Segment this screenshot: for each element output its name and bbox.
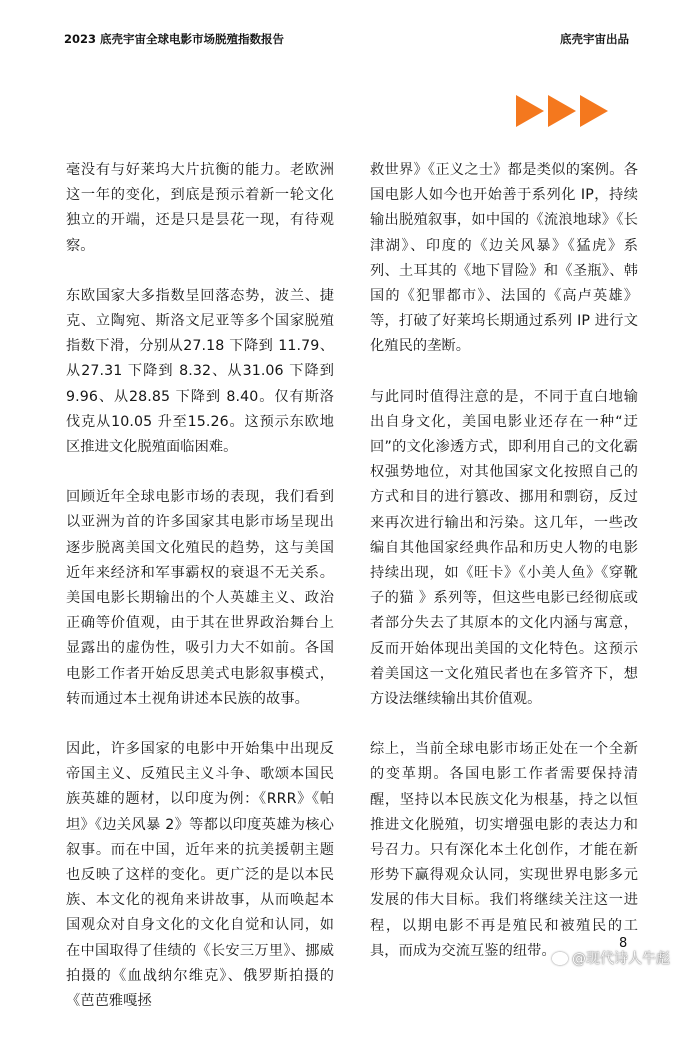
report-title: 2023 底壳宇宙全球电影市场脱殖指数报告 [64, 32, 285, 46]
paragraph: 毫没有与好莱坞大片抗衡的能力。老欧洲这一年的变化，到底是预示着新一轮文化独立的开端，还是只是昙花一现，有待观察。 [66, 162, 334, 254]
page-number: 8 [619, 936, 628, 951]
decorative-arrows [516, 95, 608, 127]
paragraph: 综上，当前全球电影市场正处在一个全新的变革期。各国电影工作者需要保持清醒，坚持以本民族文化为根基，持之以恒推进文化脱殖，切实增强电影的表达力和号召力。只有深化本土化创作，才能在新形势下赢得观众认同，实现世界电影多元发展的伟大目标。我们将继续关注这一进程，以期电影不再是殖民和被殖民的工具，而成为交流互鉴的纽带。 [370, 741, 638, 959]
left-column [66, 158, 334, 1039]
play-arrow-icon [580, 95, 608, 127]
paragraph: 救世界》《正义之士》都是类似的案例。各国电影人如今也开始善于系列化 IP，持续输出脱殖叙事，如中国的《流浪地球》《长津湖》、印度的《边关风暴》《猛虎》系列、土耳其的《地下冒险》和《圣瓶》、韩国的《犯罪都市》、法国的《高卢英雄》等，打破了好莱坞长期通过系列 IP 进行文化殖民的垄断。 [370, 162, 638, 355]
watermark-text: @现代诗人牛彪 [572, 951, 670, 967]
right-column [370, 158, 638, 989]
play-arrow-icon [548, 95, 576, 127]
page-header [0, 0, 690, 60]
weibo-watermark [552, 948, 670, 968]
play-arrow-icon [516, 95, 544, 127]
paragraph: 与此同时值得注意的是，不同于直白地输出自身文化，美国电影业还存在一种“迂回”的文化渗透方式，即利用自己的文化霸权强势地位，对其他国家文化按照自己的方式和目的进行篡改、挪用和剽窃，反过来再次进行输出和污染。这几年，一些改编自其他国家经典作品和历史人物的电影持续出现，如《旺卡》《小美人鱼》《穿靴子的猫 》系列等，但这些电影已经彻底或者部分失去了其原本的文化内涵与寓意，反而开始体现出美国的文化特色。这预示着美国这一文化殖民者也在多管齐下，想方设法继续输出其价值观。 [370, 388, 638, 708]
weibo-icon [552, 952, 568, 965]
paragraph: 东欧国家大多指数呈回落态势，波兰、捷克、立陶宛、斯洛文尼亚等多个国家脱殖指数下滑，分别从27.18 下降到 11.79、从27.31 下降到 8.32、从31.06 下降到 9.96、从28.85 下降到 8.40。仅有斯洛伐克从10.05 升至15.26。这预示东欧地区推进文化脱殖面临困难。 [66, 287, 334, 456]
paragraph: 回顾近年全球电影市场的表现，我们看到以亚洲为首的许多国家其电影市场呈现出逐步脱离美国文化殖民的趋势，这与美国近年来经济和军事霸权的衰退不无关系。美国电影长期输出的个人英雄主义、政治正确等价值观，由于其在世界政治舞台上显露出的虚伪性，吸引力大不如前。各国电影工作者开始反思美式电影叙事模式，转而通过本土视角讲述本民族的故事。 [66, 489, 334, 707]
brand-label: 底壳宇宙出品 [560, 32, 629, 46]
paragraph: 因此，许多国家的电影中开始集中出现反帝国主义、反殖民主义斗争、歌颂本国民族英雄的题材，以印度为例：《RRR》《帕坦》《边关风暴 2》等都以印度英雄为核心叙事。而在中国，近年来的抗美援朝主题也反映了这样的变化。更广泛的是以本民族、本文化的视角来讲故事，从而唤起本国观众对自身文化的文化自觉和认同，如在中国取得了佳绩的《长安三万里》、挪威拍摄的《血战纳尔维克》、俄罗斯拍摄的《芭芭雅嘎拯 [66, 741, 334, 1010]
